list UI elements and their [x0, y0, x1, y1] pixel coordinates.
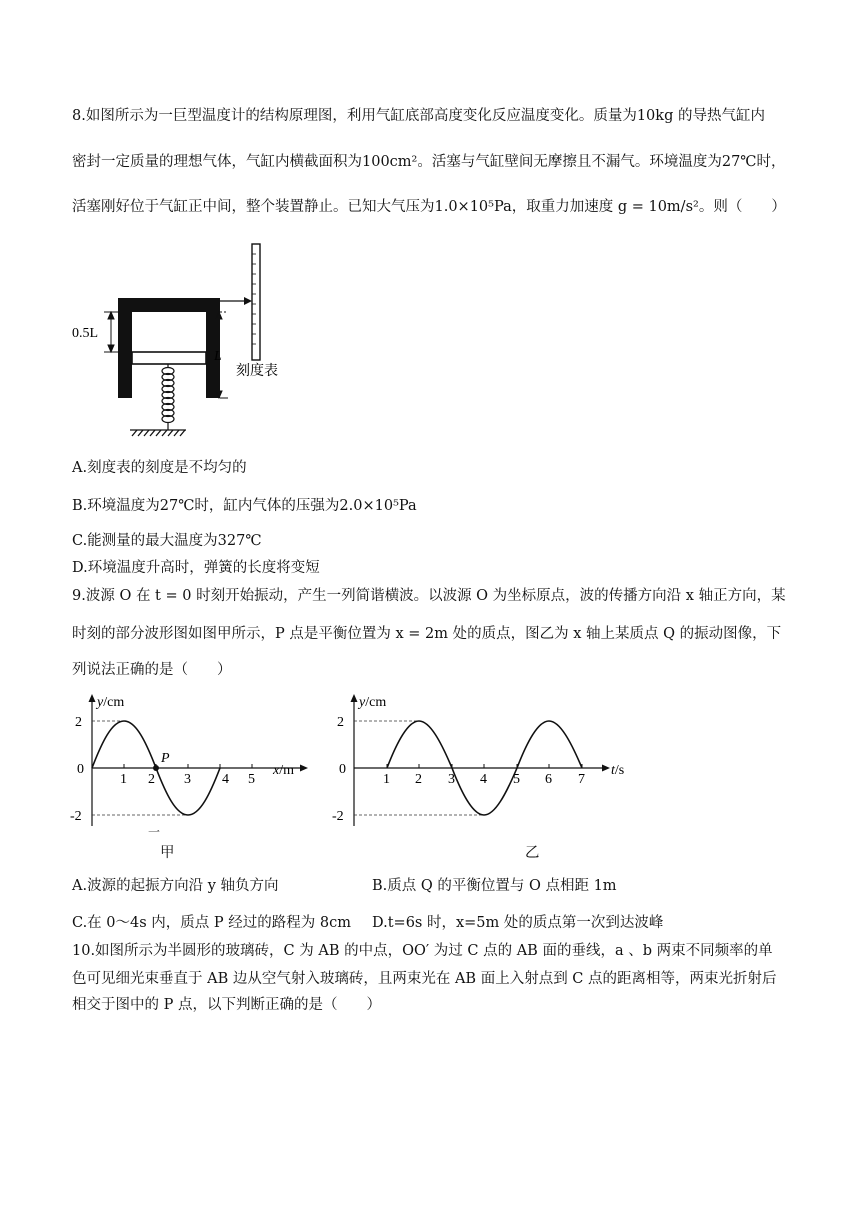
y-axis-arrow — [351, 694, 358, 702]
q8-option-d: D.环境温度升高时，弹簧的长度将变短 — [72, 560, 320, 576]
label-scale: 刻度表 — [236, 364, 278, 379]
q10-line-1: 10.如图所示为半圆形的玻璃砖，C 为 AB 的中点，OO′ 为过 C 点的 AB 面的垂线，a 、b 两束不同频率的单 — [72, 943, 773, 959]
label-L: L — [214, 349, 222, 364]
graph-jia-mark: 一 — [148, 825, 161, 839]
point-p — [153, 765, 159, 771]
y-axis-label: y/cm — [359, 695, 387, 710]
spring — [162, 364, 174, 430]
t-tick-3: 3 — [448, 772, 455, 787]
q8-option-b: B.环境温度为27℃时，缸内气体的压强为2.0×10⁵Pa — [72, 498, 417, 514]
x-tick-4: 4 — [222, 772, 229, 787]
cylinder-right-wall — [206, 298, 220, 398]
y-tick-2: 2 — [337, 715, 344, 730]
pointer-arrowhead — [244, 297, 252, 305]
graph-jia-caption: 甲 — [160, 845, 175, 861]
y-tick-2: 2 — [75, 715, 82, 730]
t-tick-4: 4 — [480, 772, 487, 787]
t-tick-6: 6 — [545, 772, 552, 787]
y-tick-0: 0 — [77, 762, 84, 777]
x-tick-3: 3 — [184, 772, 191, 787]
q9-option-b: B.质点 Q 的平衡位置与 O 点相距 1m — [372, 878, 617, 894]
q10-line-2: 色可见细光束垂直于 AB 边从空气射入玻璃砖，且两束光在 AB 面上入射点到 C 点的距离相等，两束光折射后 — [72, 971, 777, 987]
t-tick-2: 2 — [415, 772, 422, 787]
q9-option-c: C.在 0～4s 内，质点 P 经过的路程为 8cm — [72, 915, 351, 931]
graph-yi-caption: 乙 — [525, 845, 540, 861]
cylinder-left-wall — [118, 298, 132, 398]
cylinder-top — [118, 298, 220, 312]
q8-option-c: C.能测量的最大温度为327℃ — [72, 533, 262, 549]
q10-line-3: 相交于图中的 P 点，以下判断正确的是（ ） — [72, 997, 381, 1013]
x-tick-1: 1 — [120, 772, 127, 787]
y-tick-neg2: -2 — [70, 809, 82, 824]
t-tick-7: 7 — [578, 772, 585, 787]
ground — [130, 430, 186, 436]
x-tick-2: 2 — [148, 772, 155, 787]
t-tick-1: 1 — [383, 772, 390, 787]
vibration-graph-yi — [332, 686, 642, 836]
q8-line-3: 活塞刚好位于气缸正中间，整个装置静止。已知大气压为1.0×10⁵Pa，取重力加速度 g = 10m/s²。则（ ） — [72, 199, 786, 215]
label-half-L: 0.5L — [72, 326, 99, 341]
y-tick-neg2: -2 — [332, 809, 344, 824]
q9-option-d: D.t=6s 时，x=5m 处的质点第一次到达波峰 — [372, 915, 664, 931]
y-axis-label: y/cm — [97, 695, 125, 710]
t-tick-5: 5 — [513, 772, 520, 787]
q9-option-a: A.波源的起振方向沿 y 轴负方向 — [72, 878, 279, 894]
point-p-label: P — [161, 751, 170, 766]
q8-line-1: 8.如图所示为一巨型温度计的结构原理图，利用气缸底部高度变化反应温度变化。质量为10kg 的导热气缸内 — [72, 108, 765, 124]
wave-graph-jia — [70, 686, 320, 836]
piston — [132, 352, 206, 364]
x-axis-arrow — [300, 765, 308, 772]
q8-option-a: A.刻度表的刻度是不均匀的 — [72, 460, 247, 476]
q9-line-2: 时刻的部分波形图如图甲所示，P 点是平衡位置为 x = 2m 处的质点，图乙为 x 轴上某质点 Q 的振动图像，下 — [72, 626, 782, 642]
y-axis-arrow — [89, 694, 96, 702]
scale-bar — [252, 244, 260, 360]
t-axis-arrow — [602, 765, 610, 772]
thermometer-figure — [68, 240, 298, 445]
q9-line-1: 9.波源 O 在 t = 0 时刻开始振动，产生一列简谐横波。以波源 O 为坐标原点，波的传播方向沿 x 轴正方向，某 — [72, 588, 786, 604]
q8-line-2: 密封一定质量的理想气体，气缸内横截面积为100cm²。活塞与气缸壁间无摩擦且不漏气。环境温度为27℃时， — [72, 154, 786, 170]
y-tick-0: 0 — [339, 762, 346, 777]
q9-line-3: 列说法正确的是（ ） — [72, 662, 232, 678]
x-tick-5: 5 — [248, 772, 255, 787]
t-axis-label: t/s — [611, 763, 625, 778]
x-axis-label: x/m — [273, 763, 294, 778]
